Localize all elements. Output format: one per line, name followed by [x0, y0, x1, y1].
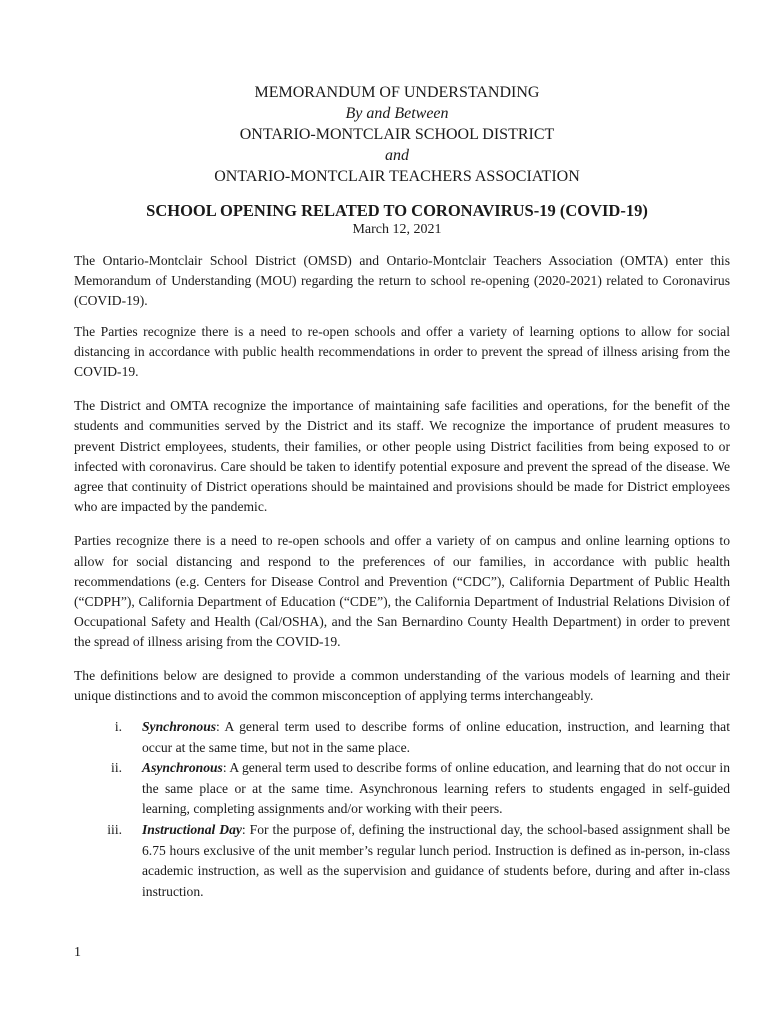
definitions-list [74, 717, 730, 902]
definition-number: iii. [107, 822, 122, 838]
paragraph-definitions-intro: The definitions below are designed to provide a common understanding of the various models of learning and their unique distinctions and to avoid the common misconception of applying terms interchangeably. [74, 667, 730, 703]
header-association: ONTARIO-MONTCLAIR TEACHERS ASSOCIATION [214, 168, 580, 185]
header-district: ONTARIO-MONTCLAIR SCHOOL DISTRICT [239, 126, 555, 143]
definition-item [74, 717, 730, 758]
definition-item [74, 820, 730, 902]
definition-term: Asynchronous [142, 760, 223, 776]
paragraph-intro: The Ontario-Montclair School District (OMSD) and Ontario-Montclair Teachers Association (OMTA) enter this Memorandum of Understanding (MOU) regarding the return to school re-opening (2020-2021) related to Coronavirus (COVID-19). [74, 253, 730, 309]
paragraph-learning-options: Parties recognize there is a need to re-open schools and offer a variety of on campus and online learning options to allow for social distancing and respond to the preferences of our families, in accordance with public health recommendations (e.g. Centers for Disease Control and Prevention (“CDC”), California Department of Public Health (“CDPH”), California Department of Education (“CDE”), the California Department of Industrial Relations Division of Occupational Safety and Health (Cal/OSHA), and the San Bernardino County Health Department) in order to prevent the spread of illness arising from the COVID-19. [74, 533, 730, 650]
definition-text: : A general term used to describe forms of online education, instruction, and learning that occur at the same time, but not in the same place. [142, 719, 730, 755]
definition-item [74, 758, 730, 820]
header-and: and [385, 147, 409, 164]
definition-number: ii. [111, 760, 122, 776]
definition-body [142, 758, 730, 820]
definition-body [142, 717, 730, 758]
definition-text: : A general term used to describe forms of online education, and learning that do not occur in the same place or at the same time. Asynchronous learning refers to students engaged in self-guided learning, completing assignments and/or working with their peers. [142, 760, 730, 817]
definition-term: Instructional Day [142, 822, 242, 838]
document-header [64, 82, 730, 187]
definition-text: : For the purpose of, defining the instructional day, the school-based assignment shall be 6.75 hours exclusive of the unit member’s regular lunch period. Instruction is defined as in-person, in-class academic instruction, as well as the supervision and guidance of students before, during and after in-class instruction. [142, 822, 730, 899]
header-title: MEMORANDUM OF UNDERSTANDING [254, 84, 540, 101]
definition-number: i. [114, 719, 122, 735]
definition-term: Synchronous [142, 719, 217, 735]
document-date: March 12, 2021 [352, 222, 442, 237]
subject-heading: SCHOOL OPENING RELATED TO CORONAVIRUS-19 (COVID-19) [146, 201, 648, 220]
paragraph-safety: The District and OMTA recognize the importance of maintaining safe facilities and operations, for the benefit of the students and communities served by the District and its staff. We recognize the importance of prudent measures to prevent District employees, students, their families, or other people using District facilities from being exposed to or infected with coronavirus. Care should be taken to identify potential exposure and prevent the spread of the disease. We agree that continuity of District operations should be maintained and provisions should be made for District employees who are impacted by the pandemic. [74, 398, 730, 515]
paragraph-recognition: The Parties recognize there is a need to re-open schools and offer a variety of learning options to allow for social distancing in accordance with public health recommendations in order to prevent the spread of illness arising from the COVID-19. [74, 323, 730, 380]
header-by-and-between: By and Between [345, 105, 449, 122]
page-number: 1 [74, 945, 81, 960]
definition-body [142, 820, 730, 902]
